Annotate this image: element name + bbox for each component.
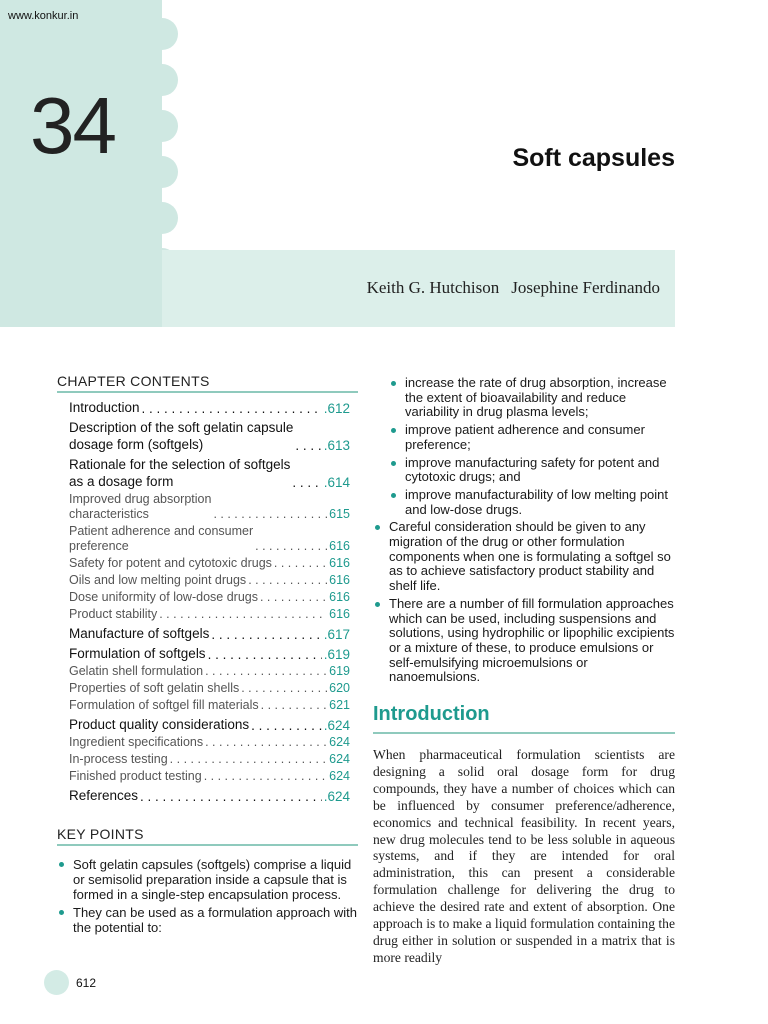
toc-entry-page: 616: [329, 556, 350, 570]
toc-entry-label: Improved drug absorption characteristics: [69, 492, 212, 521]
toc-entry-label: Introduction: [69, 400, 140, 415]
toc-entry-page: 616: [329, 539, 350, 553]
page-marker-icon: [44, 970, 69, 995]
toc-entry-label: Safety for potent and cytotoxic drugs: [69, 556, 272, 570]
band-scallop: [146, 18, 178, 50]
toc-entry-page: 616: [329, 607, 350, 621]
introduction-heading: Introduction: [373, 703, 490, 725]
toc-entry-page: 624: [329, 752, 350, 766]
toc-entry[interactable]: [69, 399, 350, 416]
toc-entry-label: Patient adherence and consumer preference: [69, 524, 254, 553]
band-scallop: [146, 64, 178, 96]
key-points-list: [57, 857, 357, 938]
key-point-item: Careful consideration should be given to any migration of the drug or other formulation components when one is formulating a softgel so as to achieve satisfactory product stability and shelf life.: [373, 520, 675, 594]
toc-entry-page: 620: [329, 681, 350, 695]
toc-leader-dots: [255, 539, 327, 554]
toc-entry-label: Product stability: [69, 607, 158, 621]
toc-entry[interactable]: [69, 524, 350, 554]
toc-leader-dots: [208, 647, 322, 662]
toc-entry-label: Formulation of softgels: [69, 646, 206, 661]
toc-entry[interactable]: [69, 492, 350, 522]
introduction-text: When pharmaceutical formulation scientists are designing a solid oral dosage form for drug compounds, they have a number of choices which can be influenced by consumer preference/adherence, economics and technical feasibility. In recent years, new drug molecules tend to be less soluble in aqueous systems, and if they are intended for oral administration, this can present a considerable formulation challenge for delivering the drug to achieve the desired rate and extent of absorption. One approach is to make a liquid formulation containing the drug either in solution or suspended in a matrix that is more readily: [373, 747, 676, 965]
toc-leader-dots: [170, 752, 327, 767]
toc-entry-page: 616: [329, 573, 350, 587]
band-scallop: [146, 202, 178, 234]
toc-entry[interactable]: [69, 607, 350, 622]
toc-entry-label: Oils and low melting point drugs: [69, 573, 247, 587]
toc-leader-dots: [241, 681, 327, 696]
toc-leader-dots: [205, 664, 327, 679]
toc-entry-label: In-process testing: [69, 752, 168, 766]
toc-entry[interactable]: [69, 645, 350, 662]
toc-entry[interactable]: [69, 625, 350, 642]
toc-entry-page: .614: [323, 475, 350, 490]
toc-entry-label: Description of the soft gelatin capsule dosage form (softgels): [69, 420, 294, 452]
toc-entry-label: Product quality considerations: [69, 717, 250, 732]
toc-entry-page: 619: [329, 664, 350, 678]
key-point-subitem: increase the rate of drug absorption, increase the extent of bioavailability and reduce variability in drug plasma levels;: [389, 376, 675, 420]
toc-leader-dots: [251, 718, 322, 733]
chapter-title: Soft capsules: [512, 144, 675, 172]
toc-leader-dots: [204, 769, 327, 784]
toc-entry-label: Rationale for the selection of softgels as a dosage form: [69, 457, 291, 489]
toc-entry-page: .612: [323, 401, 350, 416]
introduction-rule: [373, 732, 675, 734]
toc-leader-dots: [213, 507, 327, 522]
toc-entry-label: Manufacture of softgels: [69, 626, 210, 641]
toc-leader-dots: [295, 438, 321, 453]
toc-leader-dots: [248, 573, 327, 588]
toc-leader-dots: [292, 475, 321, 490]
toc-entry-page: .624: [323, 789, 350, 804]
toc-entry-label: Finished product testing: [69, 769, 202, 783]
toc-leader-dots: [211, 627, 321, 642]
toc-entry-label: References: [69, 788, 139, 803]
page-number: 612: [76, 976, 97, 990]
toc-entry-page: 624: [329, 735, 350, 749]
key-point-subitem: improve manufacturing safety for potent and cytotoxic drugs; and: [389, 456, 675, 485]
toc-entry[interactable]: [69, 681, 350, 696]
toc-entry[interactable]: [69, 664, 350, 679]
toc-entry-label: Ingredient specifications: [69, 735, 204, 749]
toc-leader-dots: [142, 401, 322, 416]
toc-entry-page: .613: [323, 438, 350, 453]
toc-entry-page: .617: [323, 627, 350, 642]
toc-entry-page: .619: [323, 647, 350, 662]
chapter-authors: [367, 278, 660, 298]
contents-rule: [57, 391, 358, 393]
author-name: Josephine Ferdinando: [511, 278, 660, 297]
chapter-contents-list: [69, 396, 350, 804]
toc-entry[interactable]: [69, 590, 350, 605]
toc-leader-dots: [274, 556, 327, 571]
toc-entry[interactable]: [69, 573, 350, 588]
key-point-subitem: improve manufacturability of low melting point and low-dose drugs.: [389, 488, 675, 517]
toc-leader-dots: [159, 607, 327, 622]
toc-leader-dots: [260, 590, 327, 605]
key-point-item: Soft gelatin capsules (softgels) comprise a liquid or semisolid preparation inside a capsule that is formed in a single-step encapsulation process.: [57, 857, 357, 902]
key-points-rule: [57, 844, 358, 846]
key-point-subitem: improve patient adherence and consumer preference;: [389, 423, 675, 452]
toc-entry-page: 621: [329, 698, 350, 712]
toc-entry-page: 615: [329, 507, 350, 521]
toc-entry[interactable]: [69, 419, 350, 453]
toc-entry[interactable]: [69, 769, 350, 784]
toc-entry[interactable]: [69, 698, 350, 713]
toc-entry[interactable]: [69, 456, 350, 490]
key-points-continued: [373, 376, 675, 688]
chapter-contents-heading: CHAPTER CONTENTS: [57, 373, 210, 389]
toc-leader-dots: [205, 735, 327, 750]
toc-entry[interactable]: [69, 787, 350, 804]
band-scallop: [146, 110, 178, 142]
chapter-number: 34: [30, 81, 115, 170]
toc-entry[interactable]: [69, 556, 350, 571]
key-point-item: They can be used as a formulation approach with the potential to:: [57, 905, 357, 935]
key-point-item: There are a number of fill formulation approaches which can be used, including suspensions and solutions, using hydrophilic or lipophilic excipients or a mixture of these, to produce emulsions or self-emulsifying microemulsions or nanoemulsions.: [373, 597, 675, 685]
key-point-subpoints: [373, 376, 675, 517]
toc-entry-page: 616: [329, 590, 350, 604]
toc-leader-dots: [140, 789, 322, 804]
author-name: Keith G. Hutchison: [366, 278, 500, 297]
toc-entry[interactable]: [69, 735, 350, 750]
toc-leader-dots: [261, 698, 327, 713]
toc-entry-page: 624: [329, 769, 350, 783]
toc-entry[interactable]: [69, 716, 350, 733]
site-watermark[interactable]: www.konkur.in: [8, 10, 79, 22]
toc-entry-label: Gelatin shell formulation: [69, 664, 204, 678]
toc-entry[interactable]: [69, 752, 350, 767]
toc-entry-label: Dose uniformity of low-dose drugs: [69, 590, 258, 604]
band-scallop: [146, 156, 178, 188]
toc-entry-label: Properties of soft gelatin shells: [69, 681, 240, 695]
toc-entry-page: .624: [323, 718, 350, 733]
toc-entry-label: Formulation of softgel fill materials: [69, 698, 259, 712]
key-points-heading: KEY POINTS: [57, 826, 144, 842]
